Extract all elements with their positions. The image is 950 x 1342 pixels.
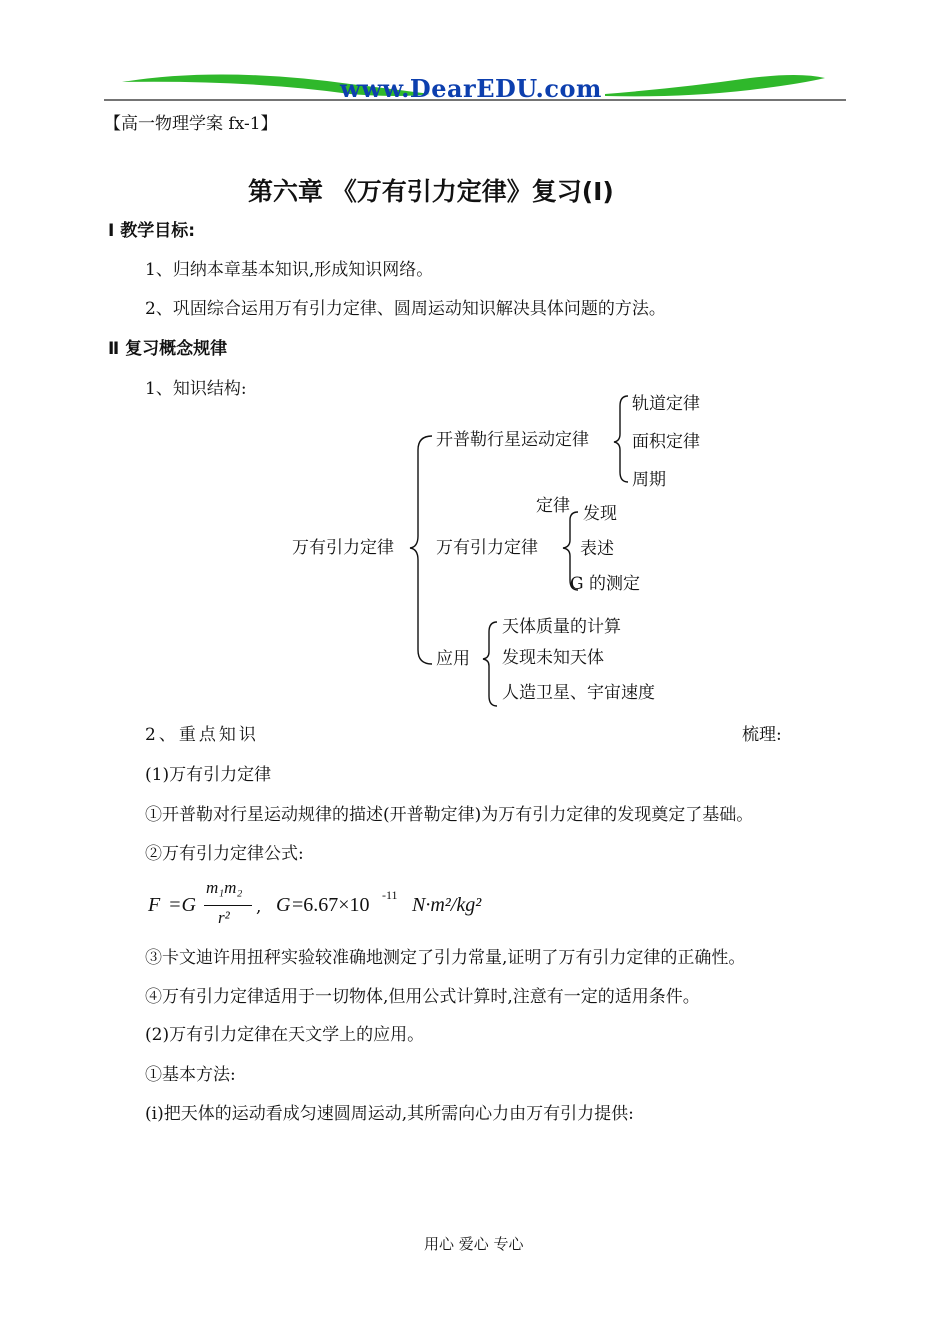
- apply-item-mass: 天体质量的计算: [502, 617, 621, 637]
- formula-g-exponent: -11: [382, 888, 398, 902]
- law-item-discovery: 发现: [583, 504, 617, 524]
- formula-fraction-bar: [204, 905, 252, 906]
- law-item-g-measure: G 的测定: [570, 574, 640, 594]
- structure-label: 1、知识结构:: [145, 379, 247, 399]
- page-title: 第六章 《万有引力定律》复习(Ⅰ): [248, 177, 614, 206]
- point-4: ④万有引力定律适用于一切物体,但用公式计算时,注意有一定的适用条件。: [145, 987, 700, 1007]
- law-item-statement: 表述: [580, 539, 614, 559]
- formula-separator: ,: [256, 897, 262, 917]
- subsection-1: (1)万有引力定律: [145, 765, 272, 785]
- tree-root: 万有引力定律: [292, 538, 394, 558]
- formula-g-value: =6.67×10: [292, 894, 370, 916]
- point-1: ①开普勒对行星运动规律的描述(开普勒定律)为万有引力定律的发现奠定了基础。: [145, 805, 754, 825]
- apply-brace: [483, 622, 497, 706]
- section2-heading: Ⅱ 复习概念规律: [108, 339, 228, 359]
- tree-law-prefix: 定律: [536, 496, 570, 516]
- tree-law: 万有引力定律: [436, 538, 538, 558]
- objective-item-1: 1、归纳本章基本知识,形成知识网络。: [145, 260, 434, 280]
- point-6: (i)把天体的运动看成匀速圆周运动,其所需向心力由万有引力提供:: [145, 1104, 634, 1124]
- tree-kepler: 开普勒行星运动定律: [436, 430, 589, 450]
- formula-denominator: r²: [218, 908, 230, 927]
- page-footer: 用心 爱心 专心: [424, 1235, 524, 1253]
- key-points-label-right: 梳理:: [742, 725, 782, 745]
- formula-units: N·m²/kg²: [412, 894, 482, 916]
- tree-apply: 应用: [436, 649, 470, 669]
- kepler-item-period: 周期: [632, 470, 666, 490]
- kepler-brace: [614, 396, 628, 482]
- subsection-2: (2)万有引力定律在天文学上的应用。: [145, 1025, 425, 1045]
- site-logo-text: www.DearEDU.com: [340, 74, 602, 103]
- formula-numerator: m₁m₂: [206, 878, 243, 897]
- kepler-item-orbit: 轨道定律: [632, 394, 700, 414]
- point-3: ③卡文迪许用扭秤实验较准确地测定了引力常量,证明了万有引力定律的正确性。: [145, 948, 746, 968]
- formula-eq: =G: [168, 894, 196, 916]
- formula-g: G: [276, 894, 291, 916]
- apply-item-satellite: 人造卫星、宇宙速度: [502, 683, 655, 703]
- point-2: ②万有引力定律公式:: [145, 844, 304, 864]
- doc-label: 【高一物理学案 fx-1】: [104, 114, 278, 134]
- formula-lhs: F: [148, 894, 161, 916]
- key-points-label: 2、重点知识: [145, 725, 259, 745]
- apply-item-unknown: 发现未知天体: [502, 648, 604, 668]
- section1-heading: Ⅰ 教学目标:: [108, 221, 196, 241]
- point-5: ①基本方法:: [145, 1065, 236, 1085]
- root-brace: [410, 436, 432, 664]
- kepler-item-area: 面积定律: [632, 432, 700, 452]
- objective-item-2: 2、巩固综合运用万有引力定律、圆周运动知识解决具体问题的方法。: [145, 299, 666, 319]
